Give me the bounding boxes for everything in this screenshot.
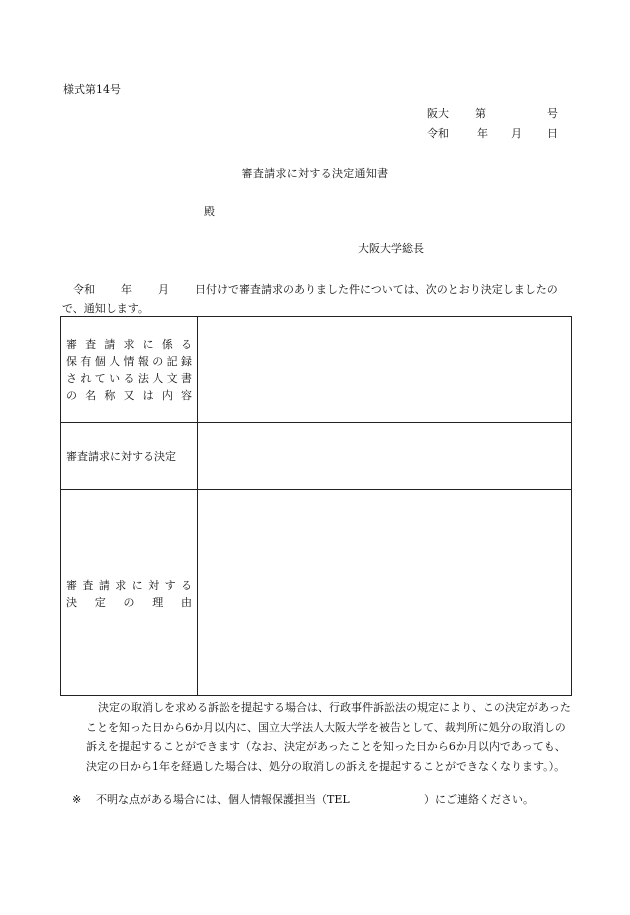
row-label-document bbox=[66, 336, 192, 404]
table-row bbox=[61, 317, 571, 423]
issue-date bbox=[427, 128, 562, 144]
body-paragraph bbox=[62, 280, 572, 318]
label-line: 決定の理由 bbox=[66, 596, 192, 609]
table-row bbox=[61, 422, 571, 490]
label-line: の名称又は内容 bbox=[66, 389, 192, 402]
date-month: 月 bbox=[511, 127, 522, 140]
contact-note bbox=[72, 794, 552, 810]
label-line: されている法人文書 bbox=[66, 372, 192, 385]
contact-end: ）にご連絡ください。 bbox=[424, 793, 534, 806]
label-line: 審査請求に係る bbox=[66, 338, 192, 351]
label-line: 保有個人情報の記録 bbox=[66, 355, 192, 368]
body-era: 令和 bbox=[73, 283, 95, 296]
table-row bbox=[61, 489, 571, 695]
decision-table bbox=[60, 316, 572, 696]
addressee: 殿 bbox=[204, 205, 215, 218]
row-label-decision bbox=[66, 448, 192, 465]
body-text: 日付けで審査請求のありました件については、次のとおり決定しましたので、通知します。 bbox=[62, 283, 558, 315]
doc-number-mid: 第 bbox=[475, 107, 486, 120]
lawsuit-notice: 決定の取消しを求める訴訟を提起する場合は、行政事件訴訟法の規定により、この決定があったことを知った日から6か月以内に、国立大学法人大阪大学を被告として、裁判所に処分の取消しの訴えを提起することができます（なお、決定があったことを知った日から6か月以内であっても、決定の日から1年を経過した場合は、処分の取消しの訴えを提起することができなくなります。）。 bbox=[86, 701, 571, 773]
body-month: 月 bbox=[158, 283, 169, 296]
page-title: 審査請求に対する決定通知書 bbox=[241, 167, 389, 180]
date-era: 令和 bbox=[427, 127, 449, 140]
date-day: 日 bbox=[547, 127, 558, 140]
form-number: 様式第14号 bbox=[63, 83, 121, 96]
document-number bbox=[427, 108, 562, 124]
note-mark: ※ bbox=[72, 793, 82, 806]
issuer: 大阪大学総長 bbox=[358, 242, 424, 255]
label-line: 審査請求に対する bbox=[66, 579, 192, 592]
doc-number-suffix: 号 bbox=[547, 107, 558, 120]
date-year: 年 bbox=[477, 127, 488, 140]
body-year: 年 bbox=[121, 283, 132, 296]
label-line: 審査請求に対する決定 bbox=[66, 450, 176, 463]
contact-text: 不明な点がある場合には、個人情報保護担当（TEL bbox=[96, 793, 350, 806]
doc-number-prefix: 阪大 bbox=[427, 107, 449, 120]
row-label-reason bbox=[66, 577, 192, 611]
